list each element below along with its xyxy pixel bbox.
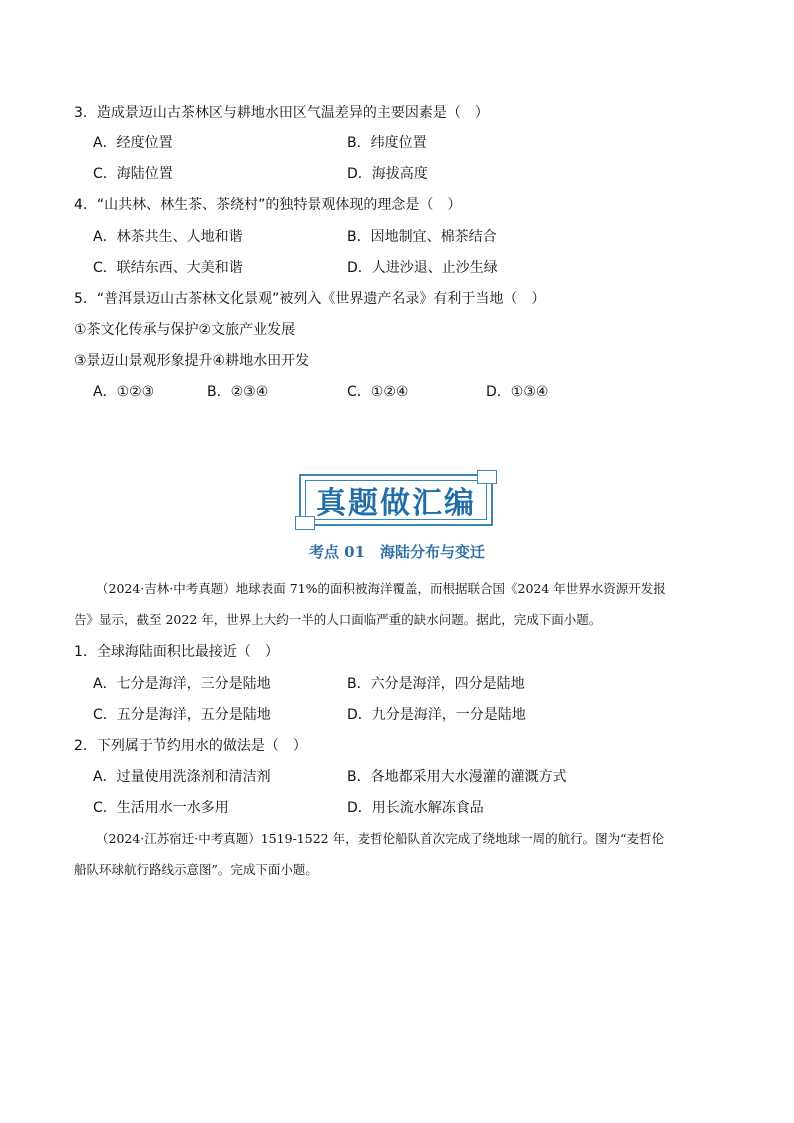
intro-1-line-1: （2024·吉林·中考真题）地球表面 71%的面积被海洋覆盖，而根据联合国《2024 年世界水资源开发报 (96, 581, 666, 596)
q4-option-a: A．林茶共生、人地和谐 (93, 229, 243, 245)
q5-option-d: D．①③④ (486, 384, 549, 400)
q5-item-line-1: ①茶文化传承与保护②文旅产业发展 (74, 322, 296, 338)
question-1-stem: 1．全球海陆面积比最接近（ ） (74, 644, 279, 660)
q2-option-d: D．用长流水解冻食品 (347, 800, 484, 816)
question-3-stem: 3．造成景迈山古茶林区与耕地水田区气温差异的主要因素是（ ） (74, 105, 489, 121)
banner-corner-ornament-bottom (295, 516, 315, 530)
q4-option-d: D．人进沙退、止沙生绿 (347, 260, 498, 276)
q2-option-c: C．生活用水一水多用 (93, 800, 229, 816)
section-banner (299, 474, 493, 526)
q5-option-a: A．①②③ (93, 384, 155, 400)
banner-corner-ornament-top (477, 470, 497, 484)
q3-option-c: C．海陆位置 (93, 166, 173, 182)
banner-title: 真题做汇编 (316, 486, 476, 521)
intro-1-line-2: 告》显示，截至 2022 年，世界上大约一半的人口面临严重的缺水问题。据此，完成下面小题。 (74, 612, 602, 627)
q1-option-c: C．五分是海洋，五分是陆地 (93, 707, 271, 723)
q5-item-line-2: ③景迈山景观形象提升④耕地水田开发 (74, 353, 310, 369)
intro-2-line-1: （2024·江苏宿迁·中考真题）1519-1522 年，麦哲伦船队首次完成了绕地球一周的航行。图为“麦哲伦 (96, 831, 664, 846)
q5-option-b: B．②③④ (207, 384, 269, 400)
q1-option-a: A．七分是海洋，三分是陆地 (93, 676, 271, 692)
q3-option-a: A．经度位置 (93, 135, 173, 151)
banner-frame (305, 480, 487, 520)
intro-2-line-2: 船队环球航行路线示意图”。完成下面小题。 (74, 862, 318, 877)
question-5-stem: 5．“普洱景迈山古茶林文化景观”被列入《世界遗产名录》有利于当地（ ） (74, 291, 546, 307)
q3-option-d: D．海拔高度 (347, 166, 428, 182)
q5-option-c: C．①②④ (347, 384, 409, 400)
q3-option-b: B．纬度位置 (347, 135, 427, 151)
question-2-stem: 2．下列属于节约用水的做法是（ ） (74, 738, 307, 754)
q1-option-b: B．六分是海洋，四分是陆地 (347, 676, 525, 692)
q1-option-d: D．九分是海洋，一分是陆地 (347, 707, 526, 723)
q4-option-b: B．因地制宜、棉茶结合 (347, 229, 497, 245)
q2-option-b: B．各地都采用大水漫灌的灌溉方式 (347, 769, 567, 785)
q4-option-c: C．联结东西、大美和谐 (93, 260, 243, 276)
q2-option-a: A．过量使用洗涤剂和清洁剂 (93, 769, 271, 785)
question-4-stem: 4．“山共林、林生茶、茶绕村”的独特景观体现的理念是（ ） (74, 197, 462, 213)
section-title: 考点 01 海陆分布与变迁 (308, 543, 486, 561)
